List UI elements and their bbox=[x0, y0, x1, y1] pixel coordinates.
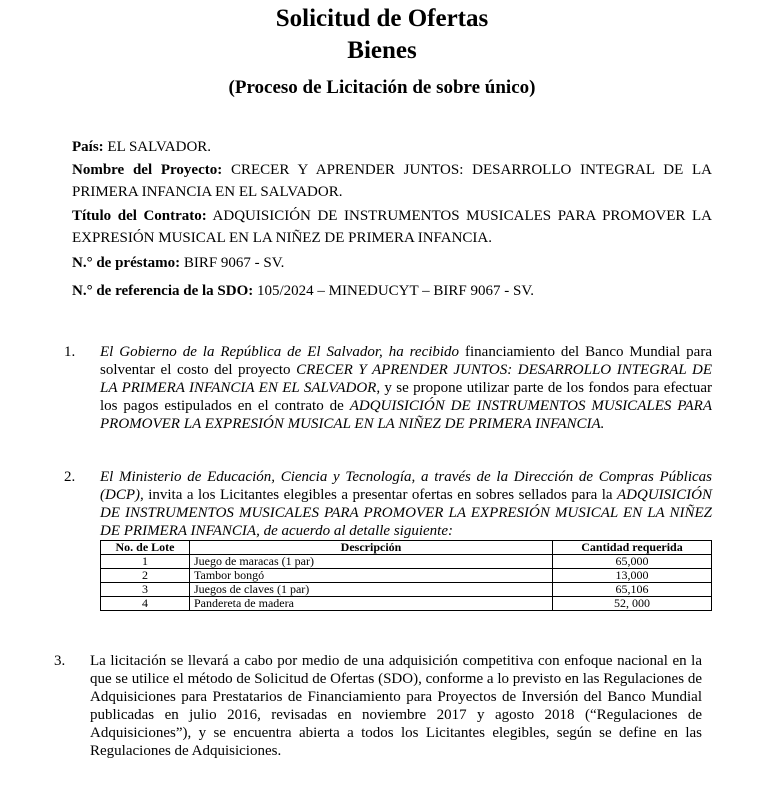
paragraph-3: La licitación se llevará a cabo por medio de una adquisición competitiva con enfoque nacional en la que se utilice el método de Solicitud de Ofertas (SDO), conforme a lo previsto en las Regulaciones de Adquisiciones para Prestatarios de Financiamiento para Proyectos de Inversión del Banco Mundial publicadas en julio 2016, revisadas en noviembre 2017 y agosto 2018 (“Regulaciones de Adquisiciones”), y se encuentra abierta a todos los Licitantes elegibles, según se define en las Regulaciones de Adquisiciones. bbox=[90, 653, 702, 759]
lot-quantity: 65,106 bbox=[553, 583, 712, 597]
lot-description: Juego de maracas (1 par) bbox=[190, 555, 553, 569]
project-label: Nombre del Proyecto: bbox=[72, 162, 223, 178]
meta-country bbox=[72, 136, 712, 158]
lot-quantity: 65,000 bbox=[553, 555, 712, 569]
document-subtitle-goods: Bienes bbox=[347, 37, 417, 64]
paragraph-2: El Ministerio de Educación, Ciencia y Tecnología, a través de la Dirección de Compras Públicas (DCP), invita a los Licitantes elegibles a presentar ofertas en sobres sellados para la ADQUISICIÓN DE INSTRUMENTOS MUSICALES PARA PROMOVER LA EXPRESIÓN MUSICAL EN LA NIÑEZ DE PRIMERA INFANCIA, de acuerdo al detalle siguiente: bbox=[100, 469, 712, 539]
meta-contract bbox=[72, 205, 712, 249]
lot-description: Juegos de claves (1 par) bbox=[190, 583, 553, 597]
meta-project bbox=[72, 159, 712, 203]
lot-description: Pandereta de madera bbox=[190, 597, 553, 611]
lots-table-header bbox=[101, 541, 712, 555]
lot-number: 1 bbox=[101, 555, 190, 569]
meta-loan bbox=[72, 252, 712, 274]
contract-value: ADQUISICIÓN DE INSTRUMENTOS MUSICALES PARA PROMOVER LA EXPRESIÓN MUSICAL EN LA NIÑEZ DE PRIMERA INFANCIA. bbox=[72, 208, 712, 246]
project-value: CRECER Y APRENDER JUNTOS: DESARROLLO INTEGRAL DE LA PRIMERA INFANCIA EN EL SALVADOR. bbox=[72, 162, 712, 200]
table-row bbox=[101, 597, 712, 611]
header-quantity: Cantidad requerida bbox=[553, 541, 712, 555]
lot-number: 3 bbox=[101, 583, 190, 597]
lot-quantity: 52, 000 bbox=[553, 597, 712, 611]
loan-label: N.° de préstamo: bbox=[72, 255, 181, 271]
lot-number: 4 bbox=[101, 597, 190, 611]
paragraph-1-number: 1. bbox=[64, 344, 76, 360]
country-value: EL SALVADOR. bbox=[107, 139, 212, 155]
paragraph-3-number: 3. bbox=[54, 653, 66, 669]
table-row bbox=[101, 569, 712, 583]
sdo-label: N.° de referencia de la SDO: bbox=[72, 283, 254, 299]
contract-label: Título del Contrato: bbox=[72, 208, 207, 224]
lot-number: 2 bbox=[101, 569, 190, 583]
header-lot-number: No. de Lote bbox=[101, 541, 190, 555]
lots-table bbox=[100, 540, 712, 611]
document-title: Solicitud de Ofertas bbox=[275, 5, 489, 32]
lot-quantity: 13,000 bbox=[553, 569, 712, 583]
process-type: (Proceso de Licitación de sobre único) bbox=[228, 77, 536, 98]
table-row bbox=[101, 555, 712, 569]
table-row bbox=[101, 583, 712, 597]
header-description: Descripción bbox=[190, 541, 553, 555]
paragraph-2-number: 2. bbox=[64, 469, 76, 485]
meta-sdo-reference bbox=[72, 280, 712, 302]
loan-value: BIRF 9067 - SV. bbox=[183, 255, 285, 271]
lot-description: Tambor bongó bbox=[190, 569, 553, 583]
country-label: País: bbox=[72, 139, 104, 155]
sdo-value: 105/2024 – MINEDUCYT – BIRF 9067 - SV. bbox=[257, 283, 534, 299]
paragraph-1: El Gobierno de la República de El Salvador, ha recibido financiamiento del Banco Mundial para solventar el costo del proyecto CRECER Y APRENDER JUNTOS: DESARROLLO INTEGRAL DE LA PRIMERA INFANCIA EN EL SALVADOR, y se propone utilizar parte de los fondos para efectuar los pagos estipulados en el contrato de ADQUISICIÓN DE INSTRUMENTOS MUSICALES PARA PROMOVER LA EXPRESIÓN MUSICAL EN LA NIÑEZ DE PRIMERA INFANCIA. bbox=[100, 344, 713, 432]
